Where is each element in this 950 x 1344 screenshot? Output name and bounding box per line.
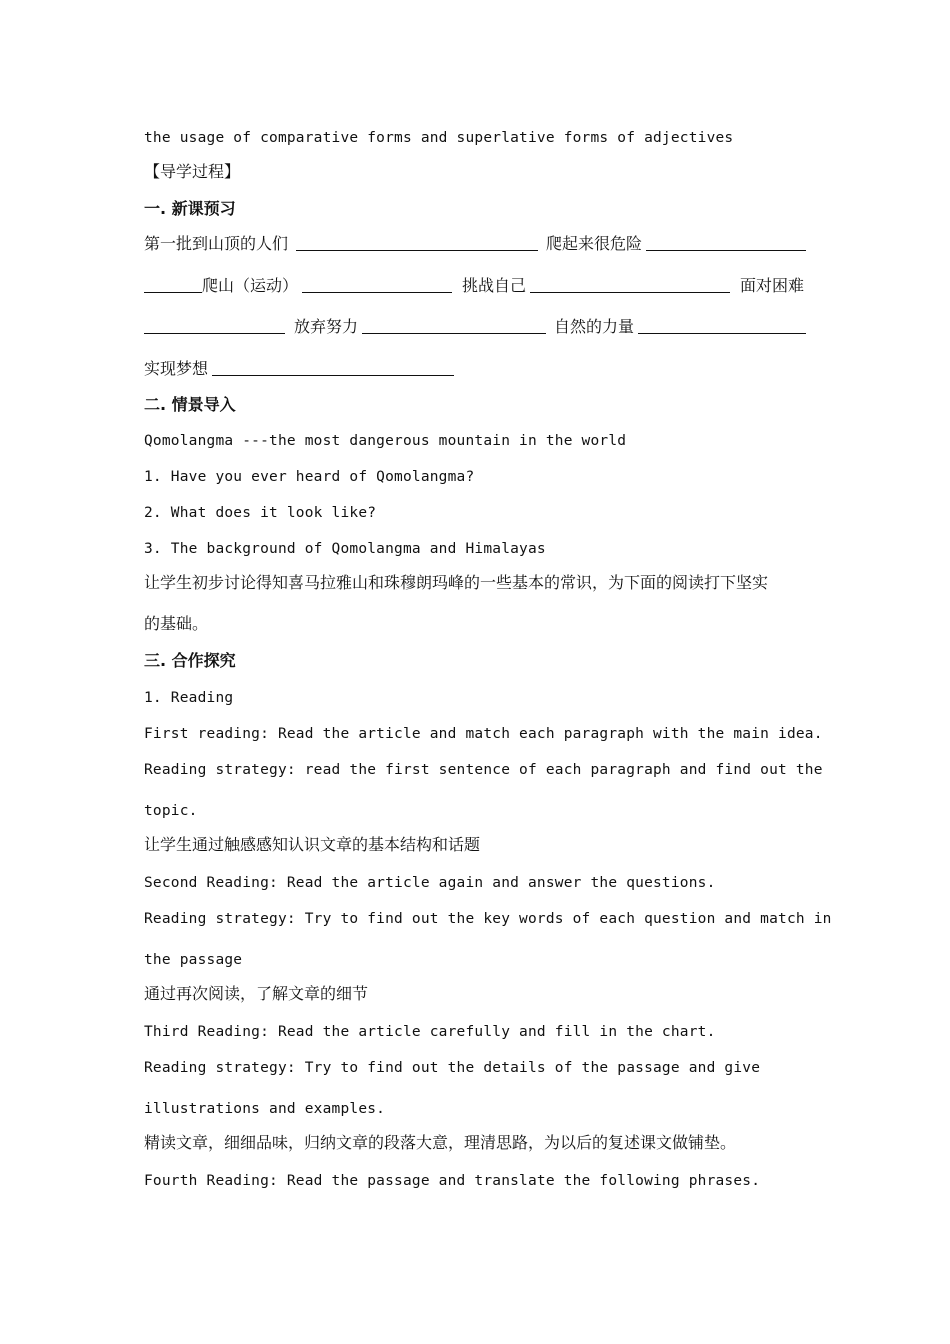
vocab-row-4 bbox=[144, 358, 806, 380]
phrase-mountain-climbing: 爬山（运动） bbox=[202, 276, 299, 295]
vocab-row-1 bbox=[144, 233, 806, 255]
second-reading: Second Reading: Read the article again and answer the questions. bbox=[144, 875, 716, 891]
usage-line: the usage of comparative forms and superlative forms of adjectives bbox=[144, 130, 734, 146]
vocab-row-2 bbox=[144, 275, 806, 297]
question-3: 3. The background of Qomolangma and Himalayas bbox=[144, 541, 546, 557]
blank-line[interactable] bbox=[212, 375, 454, 376]
blank-line[interactable] bbox=[144, 333, 285, 334]
vocab-row-3 bbox=[144, 316, 806, 338]
reading-label: 1. Reading bbox=[144, 690, 234, 706]
fourth-reading: Fourth Reading: Read the passage and translate the following phrases. bbox=[144, 1173, 761, 1189]
strategy1-line2: topic. bbox=[144, 803, 198, 819]
blank-line[interactable] bbox=[302, 292, 452, 293]
strategy3-line2: illustrations and examples. bbox=[144, 1101, 386, 1117]
question-2: 2. What does it look like? bbox=[144, 505, 377, 521]
topic-line: Qomolangma ---the most dangerous mountain in the world bbox=[144, 433, 627, 449]
phrase-forces-of-nature: 自然的力量 bbox=[554, 317, 635, 336]
question-1: 1. Have you ever heard of Qomolangma? bbox=[144, 469, 475, 485]
blank-line[interactable] bbox=[530, 292, 730, 293]
phrase-dangerous-climb: 爬起来很危险 bbox=[546, 234, 643, 253]
section2-note-line2: 的基础。 bbox=[144, 614, 209, 633]
strategy2-line2: the passage bbox=[144, 952, 243, 968]
strategy2-line1: Reading strategy: Try to find out the key words of each question and match in bbox=[144, 911, 832, 927]
note3: 精读文章，细细品味，归纳文章的段落大意，理清思路，为以后的复述课文做铺垫。 bbox=[144, 1133, 737, 1152]
section1-heading: 一. 新课预习 bbox=[144, 199, 236, 218]
section3-heading: 三. 合作探究 bbox=[144, 651, 236, 670]
section2-heading: 二. 情景导入 bbox=[144, 395, 236, 414]
first-reading: First reading: Read the article and match each paragraph with the main idea. bbox=[144, 726, 823, 742]
blank-line[interactable] bbox=[144, 292, 202, 293]
strategy1-line1: Reading strategy: read the first sentence of each paragraph and find out the bbox=[144, 762, 823, 778]
blank-line[interactable] bbox=[362, 333, 546, 334]
phrase-challenge-oneself: 挑战自己 bbox=[462, 276, 527, 295]
note1: 让学生通过触感感知认识文章的基本结构和话题 bbox=[144, 835, 481, 854]
blank-line[interactable] bbox=[646, 250, 806, 251]
phrase-first-people: 第一批到山顶的人们 bbox=[144, 234, 289, 253]
process-heading: 【导学过程】 bbox=[144, 162, 241, 181]
third-reading: Third Reading: Read the article carefully and fill in the chart. bbox=[144, 1024, 716, 1040]
phrase-achieve-dream: 实现梦想 bbox=[144, 359, 209, 378]
note2: 通过再次阅读，了解文章的细节 bbox=[144, 984, 369, 1003]
blank-line[interactable] bbox=[638, 333, 806, 334]
phrase-face-difficulties: 面对困难 bbox=[740, 276, 805, 295]
strategy3-line1: Reading strategy: Try to find out the details of the passage and give bbox=[144, 1060, 761, 1076]
phrase-give-up: 放弃努力 bbox=[294, 317, 359, 336]
blank-line[interactable] bbox=[296, 250, 538, 251]
section2-note-line1: 让学生初步讨论得知喜马拉雅山和珠穆朗玛峰的一些基本的常识，为下面的阅读打下坚实 bbox=[144, 573, 769, 592]
